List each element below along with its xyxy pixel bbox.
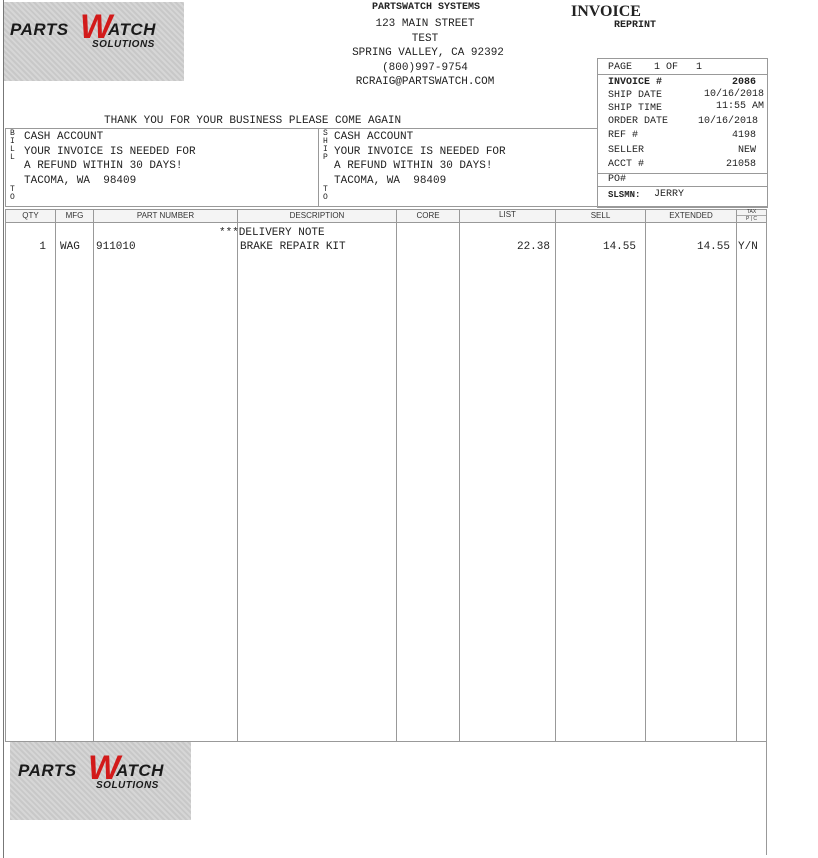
company-line2: TEST [411,33,439,45]
ref-label: REF # [608,130,639,141]
col-tax: TAX P | C [737,209,766,222]
salesman-label: SLSMN: [608,190,641,200]
delivery-note: ***DELIVERY NOTE [219,227,325,239]
order-date-value: 10/16/2018 [697,116,758,127]
company-city: SPRING VALLEY, CA 92392 [352,47,504,59]
ship-date-label: SHIP DATE [608,90,663,101]
col-description: DESCRIPTION [289,211,345,220]
ship-to-address: CASH ACCOUNT YOUR INVOICE IS NEEDED FOR A REFUND WITHIN 30 DAYS! TACOMA, WA 98409 [334,131,506,187]
seller-label: SELLER [608,145,645,156]
company-email: RCRAIG@PARTSWATCH.COM [355,76,495,88]
col-part-number: PART NUMBER [136,211,195,220]
company-logo: PARTS W ATCH SOLUTIONS [4,2,184,81]
col-list: LIST [499,210,516,219]
invoice-title: INVOICE [571,3,641,20]
row-extended: 14.55 [696,241,730,253]
invoice-number-label: INVOICE # [608,77,663,88]
row-mfg: WAG [60,241,80,253]
order-date-label: ORDER DATE [608,116,669,127]
col-extended: EXTENDED [669,211,713,220]
ship-to-letters: S H I P T O [323,129,328,202]
thank-you-message: THANK YOU FOR YOUR BUSINESS PLEASE COME AGAIN [104,115,402,127]
bill-to-address: CASH ACCOUNT YOUR INVOICE IS NEEDED FOR A REFUND WITHIN 30 DAYS! TACOMA, WA 98409 [24,131,196,187]
row-part-number: 911010 [96,241,136,253]
seller-value: NEW [737,145,756,156]
acct-label: ACCT # [608,159,645,170]
row-qty: 1 [39,241,46,253]
col-qty: QTY [22,211,39,220]
po-label: PO# [608,174,627,185]
row-tax: Y/N [738,241,758,253]
acct-value: 21058 [725,159,756,170]
company-logo-footer: PARTS W ATCH SOLUTIONS [10,742,191,820]
page-edge [3,0,4,858]
page-label: PAGE [608,62,633,73]
company-phone: (800)997-9754 [382,62,468,74]
ship-time-value: 11:55 AM [715,101,764,112]
col-mfg: MFG [65,211,84,220]
salesman-value: JERRY [654,189,685,200]
ref-value: 4198 [731,130,756,141]
reprint-label: REPRINT [614,20,657,31]
row-description: BRAKE REPAIR KIT [240,241,346,253]
company-street: 123 MAIN STREET [375,18,475,30]
row-list: 22.38 [516,241,550,253]
ship-time-label: SHIP TIME [608,103,663,114]
page-value: 1 OF 1 [654,62,703,73]
ship-date-value: 10/16/2018 [703,89,764,100]
bill-to-letters: B I L L T O [10,129,15,202]
col-sell: SELL [590,211,611,220]
invoice-number-value: 2086 [731,77,756,88]
row-sell: 14.55 [602,241,636,253]
company-name: PARTSWATCH SYSTEMS [371,2,481,13]
col-core: CORE [416,211,440,220]
